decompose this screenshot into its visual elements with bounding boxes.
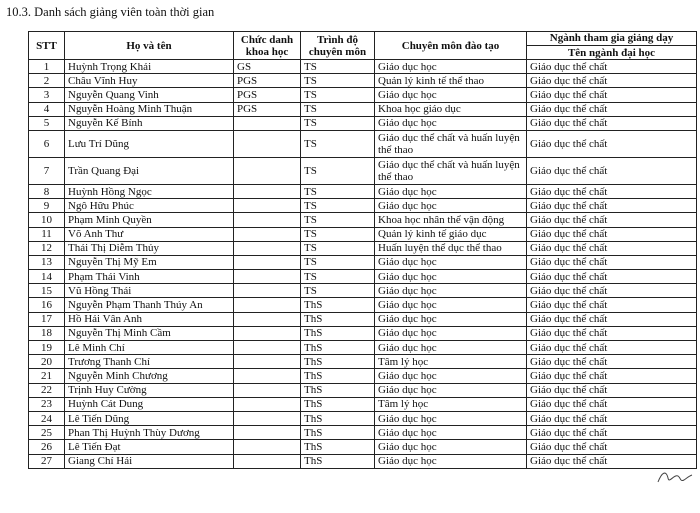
table-row xyxy=(29,213,697,227)
cell-degree: ThS xyxy=(301,397,375,411)
cell-stt: 4 xyxy=(29,102,65,116)
cell-stt: 3 xyxy=(29,88,65,102)
cell-title xyxy=(234,270,301,284)
cell-major: Giáo dục học xyxy=(375,454,527,468)
cell-teaching: Giáo dục thể chất xyxy=(527,383,697,397)
cell-teaching: Giáo dục thể chất xyxy=(527,130,697,157)
cell-title xyxy=(234,341,301,355)
table-row xyxy=(29,341,697,355)
cell-title xyxy=(234,184,301,198)
cell-major: Giáo dục học xyxy=(375,426,527,440)
cell-teaching: Giáo dục thể chất xyxy=(527,397,697,411)
cell-stt: 16 xyxy=(29,298,65,312)
cell-title: PGS xyxy=(234,102,301,116)
cell-degree: ThS xyxy=(301,440,375,454)
cell-name: Phan Thị Huỳnh Thùy Dương xyxy=(65,426,234,440)
cell-major: Giáo dục học xyxy=(375,383,527,397)
cell-major: Giáo dục học xyxy=(375,284,527,298)
cell-degree: ThS xyxy=(301,298,375,312)
cell-stt: 2 xyxy=(29,74,65,88)
cell-name: Nguyễn Minh Chương xyxy=(65,369,234,383)
cell-major: Huấn luyện thể dục thể thao xyxy=(375,241,527,255)
header-degree: Trình độ chuyên môn xyxy=(301,32,375,60)
cell-teaching: Giáo dục thể chất xyxy=(527,227,697,241)
header-teaching-program: Tên ngành đại học xyxy=(567,47,656,59)
cell-teaching: Giáo dục thể chất xyxy=(527,116,697,130)
cell-degree: ThS xyxy=(301,326,375,340)
cell-major: Giáo dục học xyxy=(375,440,527,454)
cell-degree: ThS xyxy=(301,369,375,383)
cell-major: Tâm lý học xyxy=(375,355,527,369)
cell-degree: TS xyxy=(301,284,375,298)
header-major: Chuyên môn đào tạo xyxy=(375,32,527,60)
cell-major: Giáo dục học xyxy=(375,312,527,326)
table-row xyxy=(29,355,697,369)
cell-major: Giáo dục thể chất và huấn luyện thể thao xyxy=(375,130,527,157)
cell-name: Lê Minh Chí xyxy=(65,341,234,355)
cell-stt: 25 xyxy=(29,426,65,440)
cell-teaching: Giáo dục thể chất xyxy=(527,440,697,454)
cell-major: Giáo dục học xyxy=(375,411,527,425)
cell-name: Nguyễn Phạm Thanh Thúy An xyxy=(65,298,234,312)
cell-teaching: Giáo dục thể chất xyxy=(527,454,697,468)
cell-name: Thái Thị Diễm Thủy xyxy=(65,241,234,255)
table-row xyxy=(29,157,697,184)
cell-degree: TS xyxy=(301,88,375,102)
cell-title xyxy=(234,397,301,411)
cell-stt: 7 xyxy=(29,157,65,184)
table-row xyxy=(29,88,697,102)
cell-stt: 18 xyxy=(29,326,65,340)
table-row xyxy=(29,74,697,88)
cell-title xyxy=(234,213,301,227)
cell-degree: TS xyxy=(301,130,375,157)
cell-stt: 19 xyxy=(29,341,65,355)
table-row xyxy=(29,426,697,440)
cell-degree: ThS xyxy=(301,341,375,355)
table-row xyxy=(29,440,697,454)
cell-stt: 8 xyxy=(29,184,65,198)
header-teaching-field: Ngành tham gia giảng dạy xyxy=(527,32,696,46)
cell-stt: 21 xyxy=(29,369,65,383)
cell-stt: 20 xyxy=(29,355,65,369)
cell-degree: TS xyxy=(301,199,375,213)
cell-teaching: Giáo dục thể chất xyxy=(527,341,697,355)
cell-name: Nguyễn Thị Mỹ Em xyxy=(65,255,234,269)
cell-teaching: Giáo dục thể chất xyxy=(527,157,697,184)
cell-teaching: Giáo dục thể chất xyxy=(527,184,697,198)
cell-degree: TS xyxy=(301,102,375,116)
table-row xyxy=(29,369,697,383)
cell-degree: ThS xyxy=(301,383,375,397)
table-row xyxy=(29,397,697,411)
table-row xyxy=(29,411,697,425)
cell-title xyxy=(234,116,301,130)
cell-teaching: Giáo dục thể chất xyxy=(527,270,697,284)
cell-title xyxy=(234,298,301,312)
cell-degree: TS xyxy=(301,213,375,227)
cell-degree: TS xyxy=(301,60,375,74)
cell-teaching: Giáo dục thể chất xyxy=(527,369,697,383)
table-body xyxy=(29,60,697,469)
cell-title xyxy=(234,199,301,213)
cell-title: PGS xyxy=(234,88,301,102)
cell-teaching: Giáo dục thể chất xyxy=(527,241,697,255)
cell-name: Hồ Hải Vân Anh xyxy=(65,312,234,326)
cell-stt: 17 xyxy=(29,312,65,326)
cell-title xyxy=(234,312,301,326)
table-row xyxy=(29,326,697,340)
cell-name: Lê Tiến Đạt xyxy=(65,440,234,454)
cell-stt: 5 xyxy=(29,116,65,130)
cell-major: Giáo dục học xyxy=(375,326,527,340)
table-row xyxy=(29,199,697,213)
table-row xyxy=(29,116,697,130)
cell-stt: 1 xyxy=(29,60,65,74)
header-title: Chức danh khoa học xyxy=(234,32,301,60)
cell-name: Nguyễn Thị Minh Cầm xyxy=(65,326,234,340)
cell-teaching: Giáo dục thể chất xyxy=(527,102,697,116)
cell-name: Trịnh Huy Cường xyxy=(65,383,234,397)
cell-major: Giáo dục học xyxy=(375,255,527,269)
cell-major: Quản lý kinh tế giáo dục xyxy=(375,227,527,241)
cell-name: Châu Vĩnh Huy xyxy=(65,74,234,88)
table-row xyxy=(29,270,697,284)
cell-degree: ThS xyxy=(301,355,375,369)
cell-stt: 24 xyxy=(29,411,65,425)
cell-name: Huỳnh Trọng Khải xyxy=(65,60,234,74)
cell-stt: 13 xyxy=(29,255,65,269)
cell-title xyxy=(234,227,301,241)
cell-title xyxy=(234,355,301,369)
cell-major: Giáo dục học xyxy=(375,184,527,198)
cell-title xyxy=(234,369,301,383)
cell-teaching: Giáo dục thể chất xyxy=(527,74,697,88)
cell-teaching: Giáo dục thể chất xyxy=(527,60,697,74)
cell-degree: TS xyxy=(301,255,375,269)
cell-title xyxy=(234,411,301,425)
table-row xyxy=(29,102,697,116)
cell-teaching: Giáo dục thể chất xyxy=(527,411,697,425)
cell-degree: TS xyxy=(301,227,375,241)
cell-name: Huỳnh Hồng Ngọc xyxy=(65,184,234,198)
cell-degree: TS xyxy=(301,241,375,255)
cell-title: GS xyxy=(234,60,301,74)
cell-teaching: Giáo dục thể chất xyxy=(527,255,697,269)
cell-degree: TS xyxy=(301,74,375,88)
cell-title xyxy=(234,130,301,157)
cell-major: Giáo dục học xyxy=(375,199,527,213)
header-stt: STT xyxy=(29,32,65,60)
cell-major: Giáo dục thể chất và huấn luyện thể thao xyxy=(375,157,527,184)
cell-major: Khoa học giáo dục xyxy=(375,102,527,116)
cell-title xyxy=(234,454,301,468)
cell-degree: TS xyxy=(301,270,375,284)
cell-name: Trương Thanh Chí xyxy=(65,355,234,369)
table-row xyxy=(29,227,697,241)
cell-stt: 27 xyxy=(29,454,65,468)
cell-name: Võ Anh Thư xyxy=(65,227,234,241)
cell-title xyxy=(234,440,301,454)
cell-name: Vũ Hồng Thái xyxy=(65,284,234,298)
table-row xyxy=(29,130,697,157)
cell-major: Giáo dục học xyxy=(375,270,527,284)
table-row xyxy=(29,284,697,298)
table-row xyxy=(29,241,697,255)
cell-teaching: Giáo dục thể chất xyxy=(527,298,697,312)
cell-major: Khoa học nhân thể vận động xyxy=(375,213,527,227)
cell-stt: 14 xyxy=(29,270,65,284)
cell-stt: 22 xyxy=(29,383,65,397)
cell-degree: ThS xyxy=(301,454,375,468)
cell-teaching: Giáo dục thể chất xyxy=(527,326,697,340)
cell-degree: TS xyxy=(301,184,375,198)
table-row xyxy=(29,312,697,326)
cell-name: Lưu Trí Dũng xyxy=(65,130,234,157)
cell-title xyxy=(234,241,301,255)
cell-title: PGS xyxy=(234,74,301,88)
cell-name: Huỳnh Cát Dung xyxy=(65,397,234,411)
cell-major: Giáo dục học xyxy=(375,88,527,102)
cell-stt: 6 xyxy=(29,130,65,157)
cell-major: Giáo dục học xyxy=(375,341,527,355)
cell-major: Giáo dục học xyxy=(375,60,527,74)
cell-stt: 23 xyxy=(29,397,65,411)
cell-degree: TS xyxy=(301,116,375,130)
cell-degree: ThS xyxy=(301,426,375,440)
cell-name: Nguyễn Quang Vinh xyxy=(65,88,234,102)
table-row xyxy=(29,255,697,269)
cell-teaching: Giáo dục thể chất xyxy=(527,355,697,369)
cell-stt: 9 xyxy=(29,199,65,213)
signature-mark xyxy=(654,466,694,488)
cell-name: Lê Tiến Dũng xyxy=(65,411,234,425)
cell-stt: 11 xyxy=(29,227,65,241)
cell-title xyxy=(234,383,301,397)
cell-title xyxy=(234,284,301,298)
cell-name: Phạm Thái Vinh xyxy=(65,270,234,284)
cell-degree: TS xyxy=(301,157,375,184)
cell-name: Giang Chí Hải xyxy=(65,454,234,468)
header-teaching xyxy=(527,32,697,60)
table-row xyxy=(29,60,697,74)
cell-title xyxy=(234,157,301,184)
cell-major: Tâm lý học xyxy=(375,397,527,411)
cell-name: Ngô Hữu Phúc xyxy=(65,199,234,213)
cell-teaching: Giáo dục thể chất xyxy=(527,426,697,440)
cell-title xyxy=(234,426,301,440)
cell-title xyxy=(234,326,301,340)
cell-name: Trần Quang Đại xyxy=(65,157,234,184)
cell-title xyxy=(234,255,301,269)
cell-stt: 10 xyxy=(29,213,65,227)
cell-teaching: Giáo dục thể chất xyxy=(527,284,697,298)
cell-teaching: Giáo dục thể chất xyxy=(527,213,697,227)
cell-name: Nguyễn Kế Bính xyxy=(65,116,234,130)
cell-teaching: Giáo dục thể chất xyxy=(527,199,697,213)
cell-major: Giáo dục học xyxy=(375,298,527,312)
cell-major: Giáo dục học xyxy=(375,116,527,130)
table-header-row xyxy=(29,32,697,60)
table-row xyxy=(29,383,697,397)
cell-stt: 12 xyxy=(29,241,65,255)
table-row xyxy=(29,298,697,312)
cell-teaching: Giáo dục thể chất xyxy=(527,88,697,102)
table-row xyxy=(29,454,697,468)
faculty-table xyxy=(28,31,697,469)
cell-stt: 15 xyxy=(29,284,65,298)
cell-stt: 26 xyxy=(29,440,65,454)
cell-degree: ThS xyxy=(301,312,375,326)
cell-major: Giáo dục học xyxy=(375,369,527,383)
header-name: Họ và tên xyxy=(65,32,234,60)
cell-degree: ThS xyxy=(301,411,375,425)
section-heading: 10.3. Danh sách giảng viên toàn thời gian xyxy=(6,5,215,19)
table-row xyxy=(29,184,697,198)
cell-major: Quản lý kinh tế thể thao xyxy=(375,74,527,88)
cell-teaching: Giáo dục thể chất xyxy=(527,312,697,326)
cell-name: Nguyễn Hoàng Minh Thuận xyxy=(65,102,234,116)
cell-name: Phạm Minh Quyền xyxy=(65,213,234,227)
